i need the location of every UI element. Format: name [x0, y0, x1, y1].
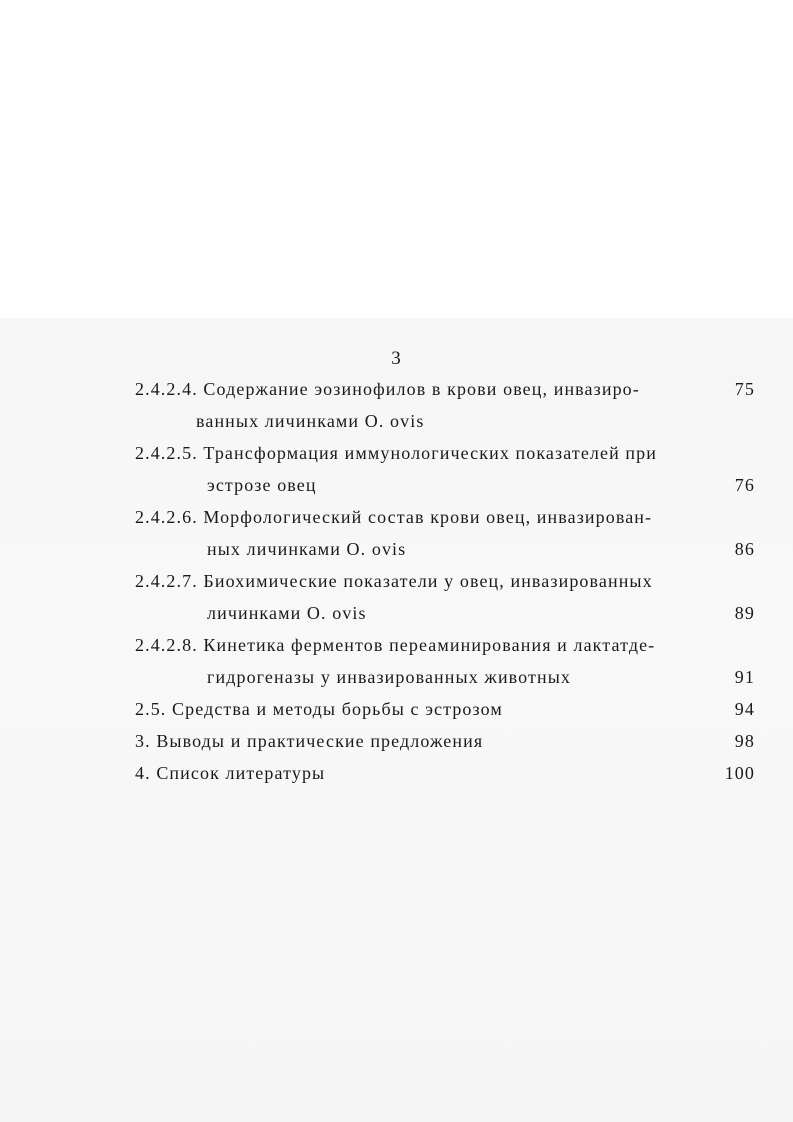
toc-entry-continuation: [0, 405, 793, 437]
toc-entry-title: Список литературы: [156, 763, 326, 783]
toc-entry-first-line: [135, 565, 653, 597]
toc-entry-title: эстрозе овец: [207, 475, 317, 495]
toc-entry-number: 2.4.2.7.: [135, 571, 198, 591]
toc-entry-page: 86: [734, 539, 755, 559]
toc-entry-title: гидрогеназы у инвазированных животных: [207, 667, 572, 687]
toc-entry-title: Кинетика ферментов переаминирования и лактатде-: [203, 635, 656, 655]
toc-entry-2-4-2-5: [0, 437, 793, 469]
toc-entry-3: [0, 725, 793, 757]
toc-entry-number: 4.: [135, 763, 151, 783]
toc-entry-title: Биохимические показатели у овец, инвазированных: [203, 571, 653, 591]
toc-entry-title: Трансформация иммунологических показателей при: [203, 443, 657, 463]
toc-entry-2-5: [0, 693, 793, 725]
toc-entry-first-line: [135, 693, 503, 725]
toc-entry-4: [0, 757, 793, 789]
toc-entry-page: 100: [724, 763, 755, 783]
toc-entry-first-line: [135, 757, 325, 789]
toc-entry-title: Выводы и практические предложения: [156, 731, 484, 751]
toc-entry-page: 76: [734, 475, 755, 495]
toc-entry-first-line: [135, 725, 483, 757]
toc-entry-title: Морфологический состав крови овец, инвазирован-: [203, 507, 653, 527]
toc-entry-title: личинками O. ovis: [207, 603, 367, 623]
toc-entry-number: 3.: [135, 731, 151, 751]
toc-entry-number: 2.4.2.6.: [135, 507, 198, 527]
toc-entry-title: ванных личинками O. ovis: [196, 411, 425, 431]
toc-entry-2-4-2-6: [0, 501, 793, 533]
toc-entry-first-line: [135, 437, 657, 469]
toc-entry-2-4-2-8: [0, 629, 793, 661]
toc-entry-title: Средства и методы борьбы с эстрозом: [172, 699, 503, 719]
page-number: 3: [391, 348, 402, 369]
toc-entry-page: 89: [734, 603, 755, 623]
toc-entry-2-4-2-4: [0, 373, 793, 405]
toc-entry-first-line: [135, 501, 652, 533]
toc-entry-title: Содержание эозинофилов в крови овец, инвазиро-: [203, 379, 640, 399]
toc-entry-first-line: [135, 629, 655, 661]
toc-entry-number: 2.4.2.4.: [135, 379, 198, 399]
toc-entry-page: 98: [734, 731, 755, 751]
table-of-contents: [0, 373, 793, 789]
toc-entry-page: 75: [734, 379, 755, 399]
toc-entry-number: 2.5.: [135, 699, 167, 719]
toc-entry-page: 91: [734, 667, 755, 687]
toc-entry-number: 2.4.2.5.: [135, 443, 198, 463]
toc-entry-first-line: [135, 373, 640, 405]
toc-entry-number: 2.4.2.8.: [135, 635, 198, 655]
toc-entry-continuation: [0, 597, 793, 629]
toc-entry-title: ных личинками O. ovis: [207, 539, 407, 559]
toc-entry-continuation: [0, 533, 793, 565]
toc-entry-2-4-2-7: [0, 565, 793, 597]
toc-entry-continuation: [0, 469, 793, 501]
toc-entry-continuation: [0, 661, 793, 693]
toc-entry-page: 94: [734, 699, 755, 719]
